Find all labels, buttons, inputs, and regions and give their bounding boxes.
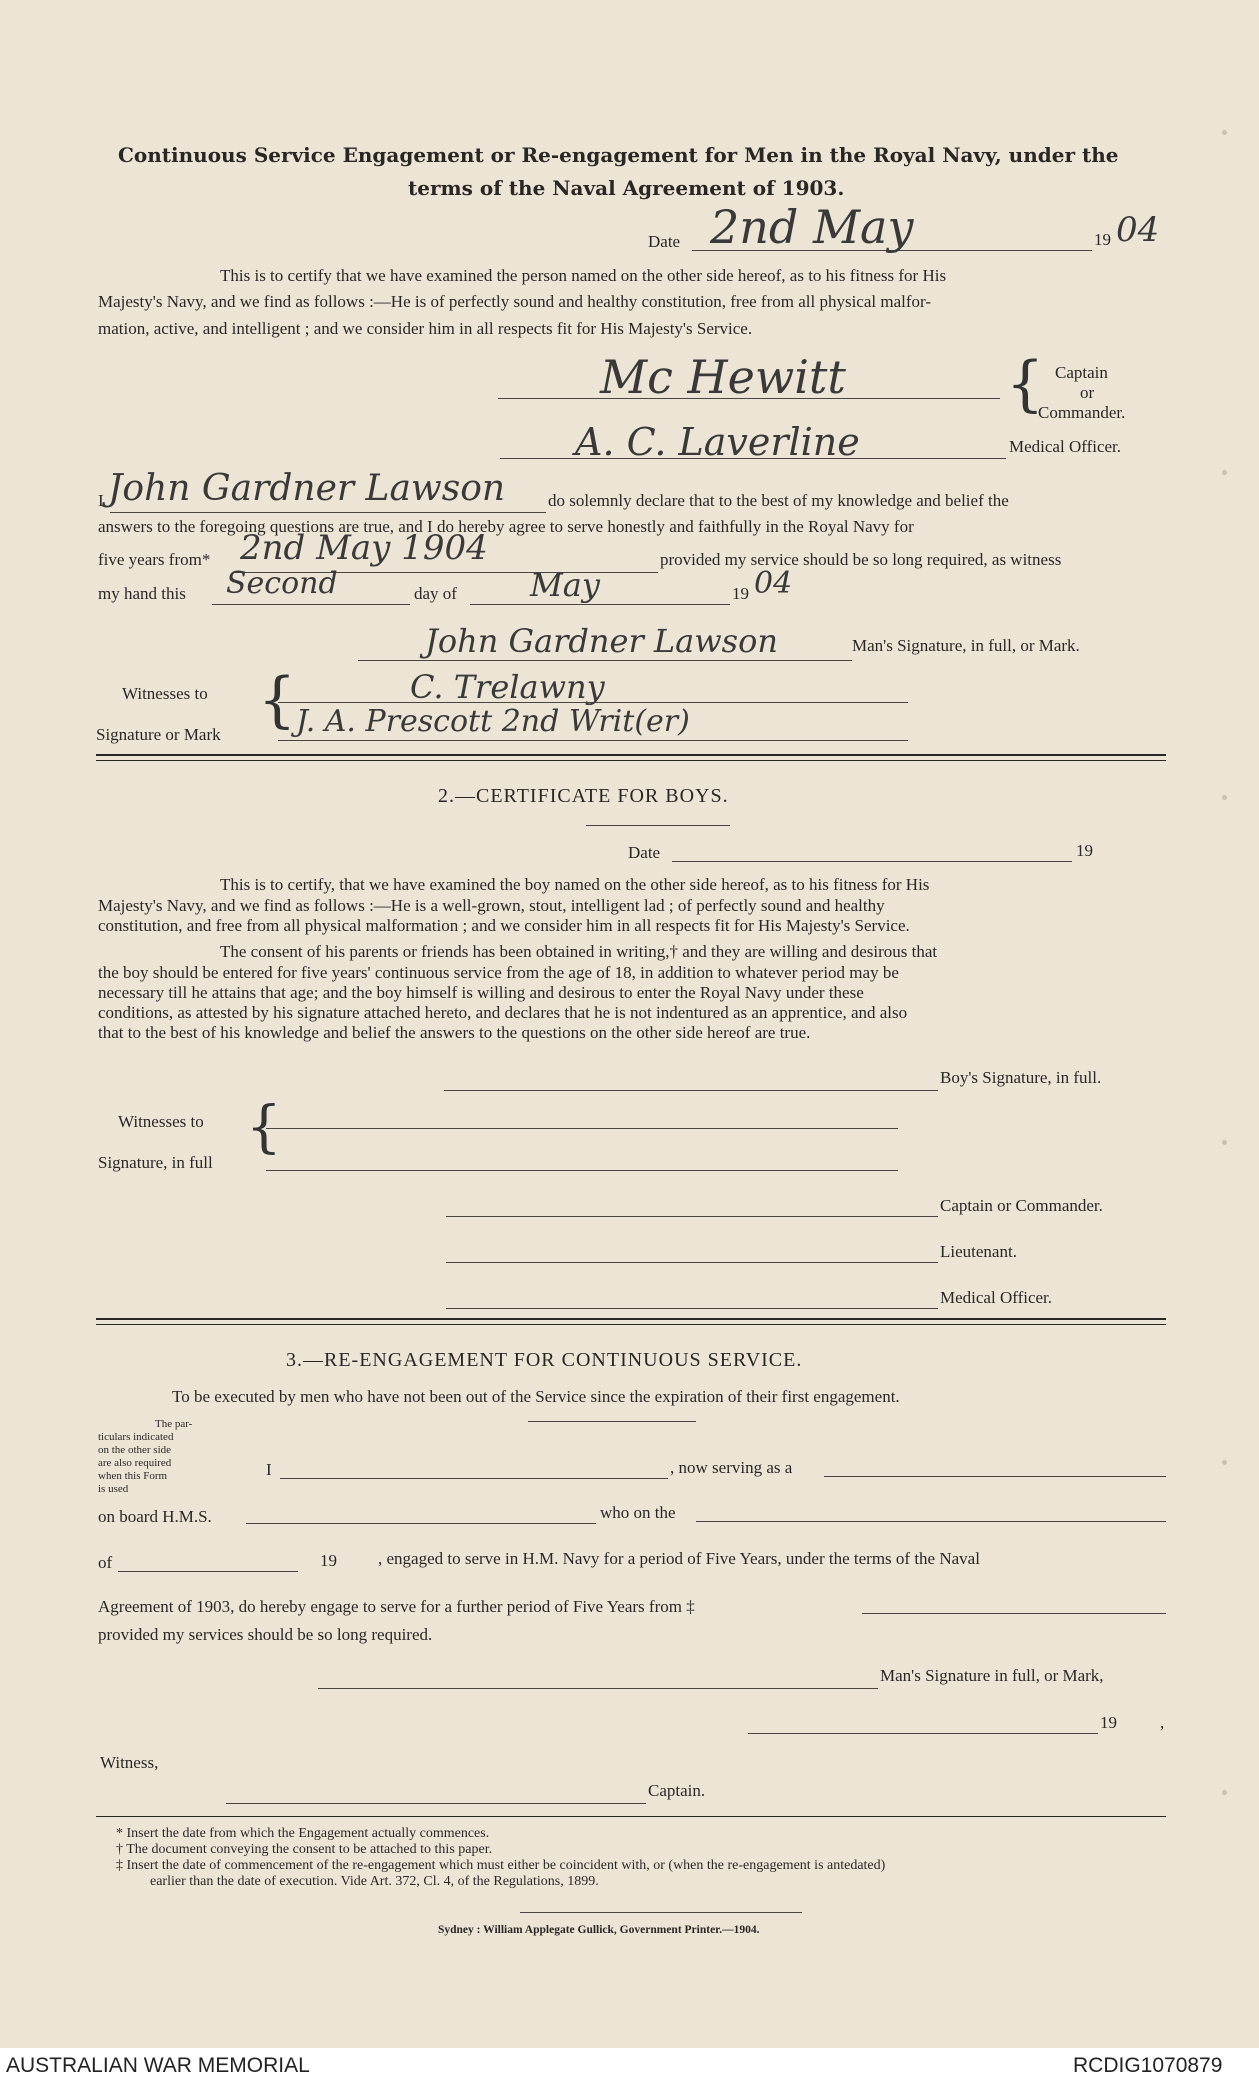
boys-para2-line2: the boy should be entered for five years' continuous service from the age of 18, in addition to whatever period may be [98, 963, 899, 982]
or-label: or [1080, 383, 1095, 402]
section2-divider-bottom [96, 1324, 1166, 1325]
section3-heading: 3.—RE-ENGAGEMENT FOR CONTINUOUS SERVICE. [286, 1349, 803, 1371]
witnesses-to-label: Witnesses to [122, 684, 208, 703]
rating-line [824, 1476, 1166, 1477]
side-note-line2: ticulars indicated [98, 1431, 174, 1443]
reengage-man-sig-line [318, 1688, 878, 1689]
provided-text: provided my service should be so long required, as witness [660, 550, 1062, 569]
witness1-line [278, 702, 908, 703]
section2-date-label: Date [628, 843, 661, 862]
punch-hole [1222, 1460, 1227, 1465]
captain-label: Captain [1055, 363, 1108, 382]
side-note-line3: on the other side [98, 1444, 172, 1456]
of-label: of [98, 1553, 113, 1572]
year2-handwritten: 04 [754, 566, 793, 601]
year2-prefix: 19 [732, 584, 749, 603]
my-hand-this: my hand this [98, 584, 186, 603]
on-board-label: on board H.M.S. [98, 1507, 212, 1526]
section2-witness2-line [266, 1170, 898, 1171]
man-signature: John Gardner Lawson [425, 622, 778, 660]
captain-sig-line [498, 398, 1000, 399]
punch-hole [1222, 130, 1227, 135]
boys-medical-line [446, 1308, 938, 1309]
footnote-dagger: † The document conveying the consent to be attached to this paper. [116, 1842, 493, 1857]
captain-signature: Mc Hewitt [600, 350, 846, 404]
archive-name: AUSTRALIAN WAR MEMORIAL [6, 2054, 310, 2077]
sailor-name-handwritten: John Gardner Lawson [108, 468, 506, 509]
reengage-captain-label: Captain. [648, 1781, 706, 1800]
section1-divider-bottom [96, 760, 1166, 761]
decl-I: I [98, 491, 104, 510]
decl-line2: answers to the foregoing questions are true, and I do hereby agree to serve honestly and faithfully in the Royal Navy for [98, 517, 914, 536]
reengage-man-signature-label: Man's Signature in full, or Mark, [880, 1666, 1104, 1685]
cert-para-line1: This is to certify that we have examined the person named on the other side hereof, as to his fitness for His [220, 266, 947, 285]
section2-witnesses-to: Witnesses to [118, 1112, 204, 1131]
further-from-line [862, 1613, 1166, 1614]
punch-hole [1222, 795, 1227, 800]
now-serving-label: , now serving as a [670, 1458, 793, 1477]
printer-imprint: Sydney : William Applegate Gullick, Government Printer.—1904. [438, 1924, 760, 1936]
day-line [212, 604, 410, 605]
man-signature-label: Man's Signature, in full, or Mark. [852, 636, 1080, 655]
section2-divider-top [96, 1318, 1166, 1320]
captain-brace: { [1006, 349, 1045, 419]
year-handwritten: 04 [1116, 210, 1160, 250]
year-prefix: 19 [1094, 230, 1111, 249]
reengage-name-line [280, 1478, 668, 1479]
commander-label: Commander. [1038, 403, 1126, 422]
signature-or-mark-label: Signature or Mark [96, 725, 221, 744]
form-title-line1: Continuous Service Engagement or Re-engagement for Men in the Royal Navy, under the [118, 143, 1119, 167]
provided-services-text: provided my services should be so long required. [98, 1625, 433, 1644]
reengage-captain-line [226, 1803, 646, 1804]
cert-para-line3: mation, active, and intelligent ; and we consider him in all respects fit for His Majesty's Service. [98, 319, 753, 338]
section2-heading-rule [586, 825, 730, 826]
reengage-year-prefix: 19 [1100, 1713, 1117, 1732]
boys-para2-line5: that to the best of his knowledge and belief the answers to the questions on the other side hereof are true. [98, 1023, 811, 1042]
witness-brace: { [258, 665, 297, 735]
reengage-I: I [266, 1460, 272, 1479]
boys-lieutenant-label: Lieutenant. [940, 1242, 1017, 1261]
boys-para2-line3: necessary till he attains that age; and the boy himself is willing and desirous to enter the Royal Navy under these [98, 983, 864, 1002]
engaged-text: , engaged to serve in H.M. Navy for a period of Five Years, under the terms of the Naval [378, 1549, 980, 1568]
printer-rule [520, 1912, 802, 1913]
section2-year-prefix: 19 [1076, 841, 1093, 860]
decl-line1-rest: do solemnly declare that to the best of my knowledge and belief the [548, 491, 1009, 510]
boy-signature-label: Boy's Signature, in full. [940, 1068, 1102, 1087]
archive-item-id: RCDIG1070879 [1073, 2054, 1223, 2077]
boys-para2-line4: conditions, as attested by his signature attached hereto, and declares that he is not indentured as an apprentice, and also [98, 1003, 908, 1022]
witness2-signature: J. A. Prescott 2nd Writ(er) [296, 704, 690, 739]
form-title-line2: terms of the Naval Agreement of 1903. [408, 176, 845, 200]
section2-signature-in-full: Signature, in full [98, 1153, 213, 1172]
day-of: day of [414, 584, 457, 603]
archive-caption-bar [0, 2048, 1259, 2082]
side-note-line5: when this Form [98, 1470, 168, 1482]
month-handwritten: May [530, 566, 600, 604]
medical-officer-label: Medical Officer. [1009, 437, 1122, 456]
medical-officer-signature: A. C. Laverline [575, 420, 860, 464]
day-handwritten: Second [226, 566, 338, 601]
side-note-line6: is used [98, 1483, 129, 1495]
who-on-the-line [696, 1521, 1166, 1522]
footnote-double-dagger: ‡ Insert the date of commencement of the re-engagement which must either be coincident with, or (when the re-engagement is antedated) [116, 1858, 886, 1873]
footnote-double-dagger-cont: earlier than the date of execution. Vide Art. 372, Cl. 4, of the Regulations, 1899. [150, 1874, 599, 1889]
reengage-comma: , [1160, 1713, 1165, 1732]
boy-signature-line [444, 1090, 938, 1091]
name-line [110, 512, 546, 513]
boys-lieutenant-line [446, 1262, 938, 1263]
boys-captain-line [446, 1216, 938, 1217]
medical-sig-line [500, 458, 1006, 459]
punch-hole [1222, 1790, 1227, 1795]
section1-divider-top [96, 754, 1166, 756]
witness2-line [278, 740, 908, 741]
boys-para1-line2: Majesty's Navy, and we find as follows :—He is a well-grown, stout, intelligent lad ; of perfectly sound and healthy [98, 896, 885, 915]
footnote-divider [96, 1816, 1166, 1817]
reengage-date-line [748, 1733, 1098, 1734]
date-handwritten: 2nd May [710, 200, 914, 254]
boys-para2-line1: The consent of his parents or friends has been obtained in writing,† and they are willing and desirous that [220, 942, 938, 961]
witness-label: Witness, [100, 1753, 159, 1772]
cert-para-line2: Majesty's Navy, and we find as follows :—He is of perfectly sound and healthy constitution, free from all physical malfor- [98, 292, 931, 311]
footnote-star: * Insert the date from which the Engagement actually commences. [116, 1826, 490, 1841]
section2-date-line [672, 861, 1072, 862]
witness1-signature: C. Trelawny [410, 668, 605, 706]
boys-medical-label: Medical Officer. [940, 1288, 1053, 1307]
boys-para1-line1: This is to certify, that we have examined the boy named on the other side hereof, as to his fitness for His [220, 875, 930, 894]
of-line [118, 1571, 298, 1572]
boys-captain-label: Captain or Commander. [940, 1196, 1103, 1215]
punch-hole [1222, 1140, 1227, 1145]
section2-witness-brace: { [246, 1095, 282, 1160]
section3-subheading-rule [528, 1421, 696, 1422]
section2-witness1-line [266, 1128, 898, 1129]
section3-subheading: To be executed by men who have not been out of the Service since the expiration of their first engagement. [172, 1387, 900, 1406]
who-on-the-label: who on the [600, 1503, 676, 1522]
ship-line [246, 1523, 596, 1524]
man-sig-line [358, 660, 852, 661]
punch-hole [1222, 470, 1227, 475]
date-label: Date [648, 232, 681, 251]
service-from-date: 2nd May 1904 [240, 528, 488, 568]
five-years-from: five years from* [98, 550, 211, 569]
side-note-line1: The par- [155, 1418, 193, 1430]
section2-heading: 2.—CERTIFICATE FOR BOYS. [438, 785, 729, 807]
section3-year-prefix: 19 [320, 1551, 337, 1570]
agreement-text: Agreement of 1903, do hereby engage to serve for a further period of Five Years from ‡ [98, 1597, 695, 1616]
month-line [470, 604, 730, 605]
side-note-line4: are also required [98, 1457, 172, 1469]
boys-para1-line3: constitution, and free from all physical malformation ; and we consider him in all respects fit for His Majesty's Service. [98, 916, 910, 935]
